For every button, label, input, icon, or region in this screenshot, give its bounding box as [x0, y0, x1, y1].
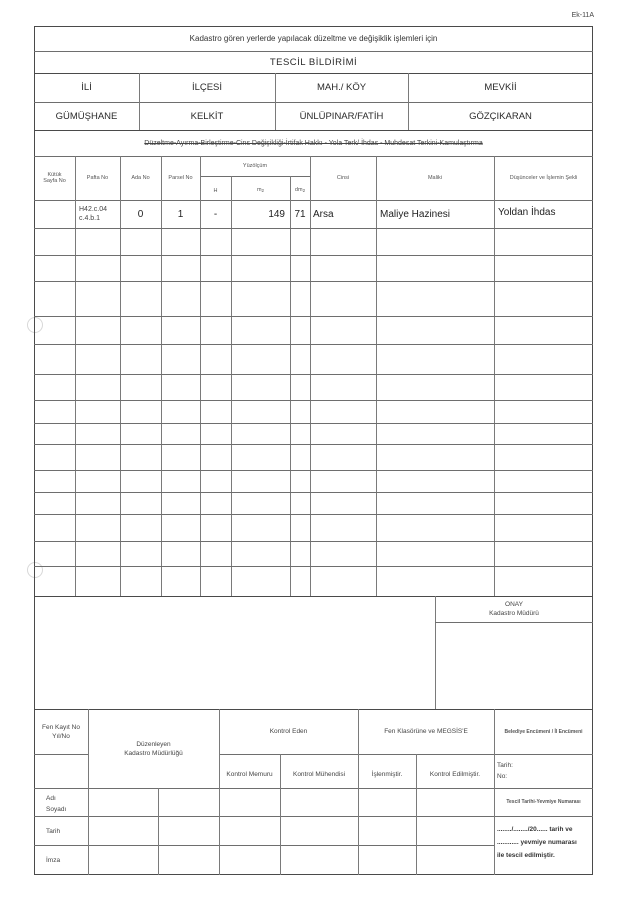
tescil-line-1: ......../......../20...... tarih ve	[497, 826, 573, 833]
kontrol-memuru-label: Kontrol Memuru	[226, 770, 273, 778]
divider	[275, 73, 276, 130]
value-mevki: GÖZÇIKARAN	[469, 110, 532, 122]
value-ilce: KELKİT	[190, 110, 224, 122]
table-row-empty[interactable]	[35, 401, 592, 423]
footer-cell-adi-soyadi[interactable]	[281, 789, 358, 816]
footer-cell-adi-soyadi[interactable]	[159, 789, 219, 816]
row-label-adi-soyadi	[46, 793, 66, 815]
value-il: GÜMÜŞHANE	[55, 110, 118, 122]
fen-kayit-line-2: Yıl/No	[52, 732, 70, 740]
row-label-imza: İmza	[46, 857, 61, 864]
table-row-empty[interactable]	[35, 471, 592, 492]
cell-m2: 149	[268, 208, 285, 220]
pafta-line-2: c.4.b.1	[79, 215, 101, 222]
footer-cell-imza[interactable]	[281, 846, 358, 875]
footer-cell-adi-soyadi[interactable]	[417, 789, 494, 816]
label-ilce: İLÇESİ	[191, 82, 223, 93]
col-header-h: H	[213, 188, 218, 194]
form-title: TESCİL BİLDİRİMİ	[269, 56, 358, 68]
divider	[494, 754, 593, 755]
col-header-maliki: Maliki	[427, 175, 443, 181]
table-row-empty[interactable]	[35, 375, 592, 400]
label-mahalle-koy: MAH./ KÖY	[316, 82, 367, 93]
tescil-line-3: ile tescil edilmiştir.	[497, 852, 555, 859]
cell-dm2: 71	[294, 208, 306, 220]
label-mevki: MEVKİİ	[484, 82, 517, 93]
table-row-empty[interactable]	[35, 317, 592, 344]
footer-cell-tarih[interactable]	[159, 817, 219, 845]
duzenleyen-line-2: Kadastro Müdürlüğü	[124, 749, 183, 757]
operation-types: Düzeltme-Ayırma-Birleştirme-Cins Değişikliği-İrtifak Hakkı - Yola Terk/ İhdas - Muhdesat Terkini-Kamulaştırma	[144, 139, 483, 147]
footer-cell-tarih[interactable]	[281, 817, 358, 845]
belediye-tarih-no	[497, 760, 513, 782]
duzenleyen-line-1: Düzenleyen	[136, 740, 171, 748]
col-header-cinsi: Cinsi	[336, 175, 350, 181]
divider	[34, 754, 88, 755]
cell-maliki: Maliye Hazinesi	[380, 208, 451, 220]
value-mahalle-koy: ÜNLÜPINAR/FATİH	[299, 110, 384, 122]
table-row-empty[interactable]	[35, 445, 592, 470]
footer-cell-imza[interactable]	[89, 846, 158, 875]
onay-subtitle: Kadastro Müdürü	[489, 610, 539, 617]
col-header-dm2	[290, 176, 310, 200]
footer-cell-adi-soyadi[interactable]	[89, 789, 158, 816]
cell-ada: 0	[137, 208, 144, 220]
document-code: Ek-11A	[571, 12, 594, 19]
divider	[408, 73, 409, 130]
divider	[139, 73, 140, 130]
table-row-empty[interactable]	[35, 229, 592, 255]
no-label: No:	[497, 773, 508, 780]
tescil-line-2: ............ yevmiye numarası	[497, 839, 577, 846]
table-row-empty[interactable]	[35, 282, 592, 316]
onay-title: ONAY	[505, 601, 523, 608]
fen-kayit-label	[34, 709, 88, 754]
kontrol-eden-label: Kontrol Eden	[269, 728, 308, 735]
cell-kutuk	[34, 200, 75, 228]
table-row-empty[interactable]	[35, 493, 592, 514]
table-row-empty[interactable]	[35, 256, 592, 281]
m2-sup: 2	[261, 187, 265, 193]
onay-box	[435, 596, 593, 622]
duzenleyen-label	[88, 709, 219, 788]
table-row-empty[interactable]	[35, 345, 592, 374]
cell-dusunceler: Yoldan İhdas	[498, 206, 556, 218]
footer-cell-tarih[interactable]	[220, 817, 280, 845]
footer-cell-imza[interactable]	[159, 846, 219, 875]
footer-cell-imza[interactable]	[359, 846, 416, 875]
kontrol-muhendisi-label: Kontrol Mühendisi	[292, 770, 346, 778]
kutuk-line-2: Sayfa No	[43, 178, 66, 184]
footer-cell-tarih[interactable]	[89, 817, 158, 845]
tescil-text	[497, 823, 591, 862]
footer-cell-imza[interactable]	[417, 846, 494, 875]
kontrol-edilmistir-label: Kontrol Edilmiştir.	[429, 770, 481, 778]
col-header-pafta: Pafta No	[86, 175, 109, 181]
table-row-empty[interactable]	[35, 542, 592, 566]
col-header-ada: Ada No	[131, 175, 150, 181]
table-row-empty[interactable]	[35, 424, 592, 444]
belediye-label: Belediye Encümeni / İl Encümeni	[504, 728, 583, 735]
dm2-base: dm	[294, 187, 303, 193]
footer-cell-tarih[interactable]	[359, 817, 416, 845]
dm2-sup: 2	[302, 187, 306, 193]
notes-area[interactable]	[35, 597, 434, 708]
islenmistir-label: İşlenmiştir.	[371, 770, 403, 778]
fen-klasor-label: Fen Klasörüne ve MEGSİS'E	[384, 728, 468, 735]
fen-kayit-line-1: Fen Kayıt No	[42, 723, 80, 731]
m2-base: m	[256, 187, 262, 193]
footer-cell-tarih[interactable]	[417, 817, 494, 845]
form-subtitle: Kadastro gören yerlerde yapılacak düzeltme ve değişiklik işlemleri için	[189, 34, 438, 43]
col-header-yuzolcum: Yüzölçüm	[242, 163, 268, 169]
footer-cell-imza[interactable]	[220, 846, 280, 875]
kutuk-line-1: Kütük	[47, 172, 62, 178]
pafta-line-1: H42.c.04	[79, 206, 108, 213]
col-header-dusunceler: Düşünceler ve İşlemin Şekli	[509, 175, 578, 181]
footer-cell-adi-soyadi[interactable]	[220, 789, 280, 816]
col-header-m2	[231, 176, 290, 200]
col-header-kutuk	[34, 156, 75, 200]
cell-cinsi: Arsa	[313, 208, 334, 220]
divider	[494, 709, 495, 875]
row-label-tarih: Tarih	[46, 828, 61, 835]
cell-pafta	[75, 200, 120, 228]
tarih-label: Tarih:	[497, 762, 513, 769]
onay-signature-area[interactable]	[436, 623, 592, 708]
adi-label: Adı	[46, 795, 56, 802]
footer-cell-adi-soyadi[interactable]	[359, 789, 416, 816]
label-il: İLİ	[81, 82, 92, 93]
col-header-parsel: Parsel No	[168, 175, 193, 181]
table-row-empty[interactable]	[35, 567, 592, 596]
tescil-title: Tescil Tarihi-Yevmiye Numarası	[506, 799, 581, 805]
soyadi-label: Soyadı	[46, 806, 67, 813]
table-row-empty[interactable]	[35, 515, 592, 541]
cell-h: -	[213, 208, 218, 220]
cell-parsel: 1	[177, 208, 184, 220]
